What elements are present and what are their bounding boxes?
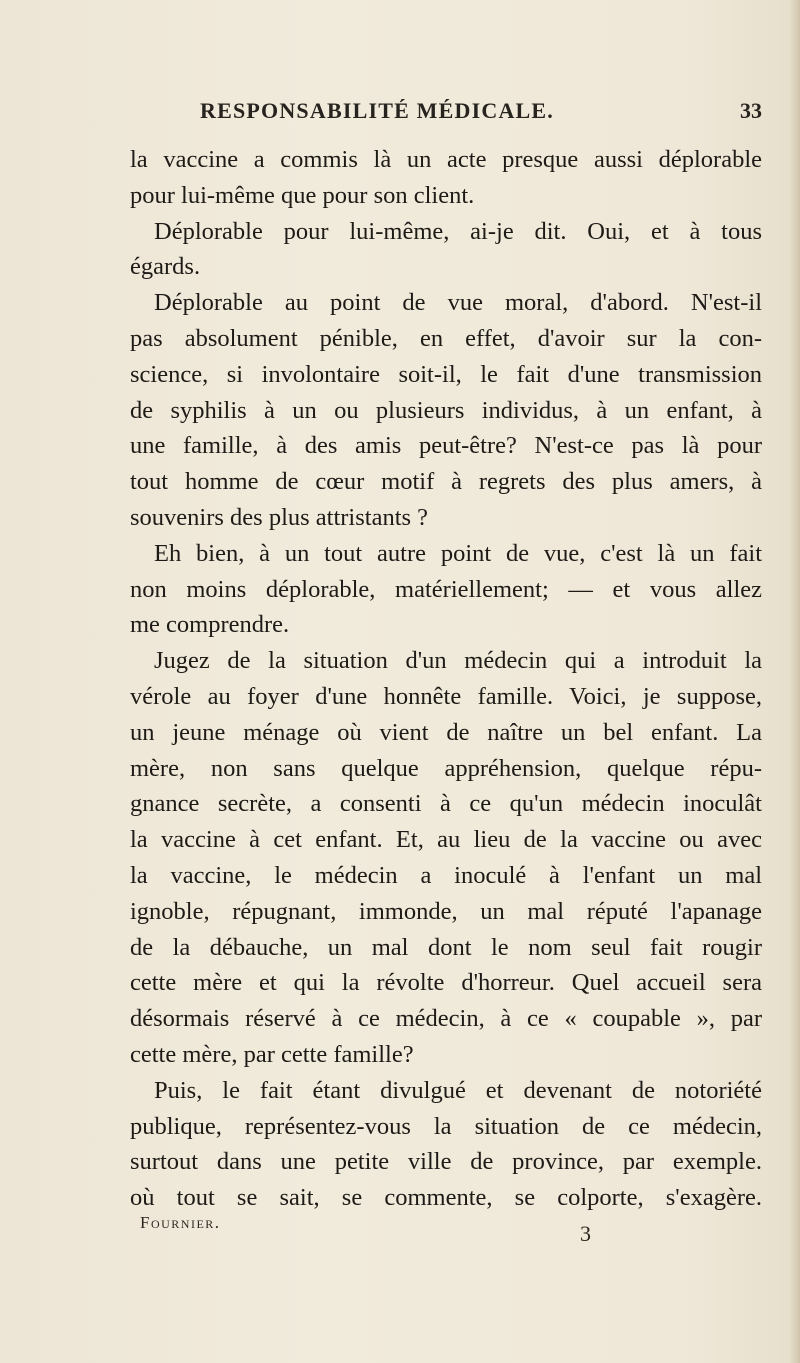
running-head (130, 98, 762, 134)
text-line: Déplorable au point de vue moral, d'abord. N'est-il (154, 289, 762, 317)
text-line: la vaccine à cet enfant. Et, au lieu de la vaccine ou avec (130, 826, 762, 854)
text-line: Eh bien, à un tout autre point de vue, c'est là un fait (154, 539, 762, 567)
text-line: tout homme de cœur motif à regrets des plus amers, à (130, 468, 762, 496)
text-line: souvenirs des plus attristants ? (130, 503, 429, 531)
text-line: désormais réservé à ce médecin, à ce « coupable », par (130, 1005, 762, 1033)
text-line: de syphilis à un ou plusieurs individus, à un enfant, à (130, 396, 762, 424)
text-line: science, si involontaire soit-il, le fait d'une transmission (130, 360, 762, 388)
body-text (130, 142, 762, 1216)
text-line: cette mère et qui la révolte d'horreur. Quel accueil sera (130, 969, 762, 997)
text-line: mère, non sans quelque appréhension, quelque répu- (130, 754, 762, 782)
signature-footer (130, 1213, 762, 1253)
text-line: vérole au foyer d'une honnête famille. Voici, je suppose, (130, 682, 762, 710)
text-line: la vaccine, le médecin a inoculé à l'enfant un mal (130, 861, 762, 889)
text-line: cette mère, par cette famille? (130, 1040, 414, 1068)
printer-signature: Fournier. (140, 1213, 221, 1232)
text-line: non moins déplorable, matériellement; — et vous allez (130, 575, 762, 603)
text-line: pour lui-même que pour son client. (130, 181, 475, 209)
text-line: une famille, à des amis peut-être? N'est-ce pas là pour (130, 432, 762, 460)
running-title: RESPONSABILITÉ MÉDICALE. (200, 98, 554, 123)
text-line: Puis, le fait étant divulgué et devenant de notoriété (154, 1076, 762, 1104)
text-line: égards. (130, 253, 201, 281)
text-line: ignoble, répugnant, immonde, un mal réputé l'apanage (130, 897, 762, 925)
text-line: pas absolument pénible, en effet, d'avoir sur la con- (130, 324, 762, 352)
text-line: la vaccine a commis là un acte presque aussi déplorable (130, 146, 762, 173)
page-number: 33 (740, 98, 762, 123)
page-edge (790, 0, 800, 1363)
text-line: gnance secrète, a consenti à ce qu'un médecin inoculât (130, 790, 762, 818)
text-line: Déplorable pour lui-même, ai-je dit. Oui, et à tous (154, 217, 762, 245)
signature-number: 3 (580, 1221, 591, 1246)
text-line: de la débauche, un mal dont le nom seul fait rougir (130, 933, 762, 961)
text-line: où tout se sait, se commente, se colporte, s'exagère. (130, 1184, 762, 1212)
text-line: Jugez de la situation d'un médecin qui a introduit la (154, 647, 762, 675)
text-line: surtout dans une petite ville de province, par exemple. (130, 1148, 762, 1176)
text-line: un jeune ménage où vient de naître un bel enfant. La (130, 718, 762, 746)
text-line: me comprendre. (130, 611, 290, 639)
text-line: publique, représentez-vous la situation de ce médecin, (130, 1112, 762, 1140)
